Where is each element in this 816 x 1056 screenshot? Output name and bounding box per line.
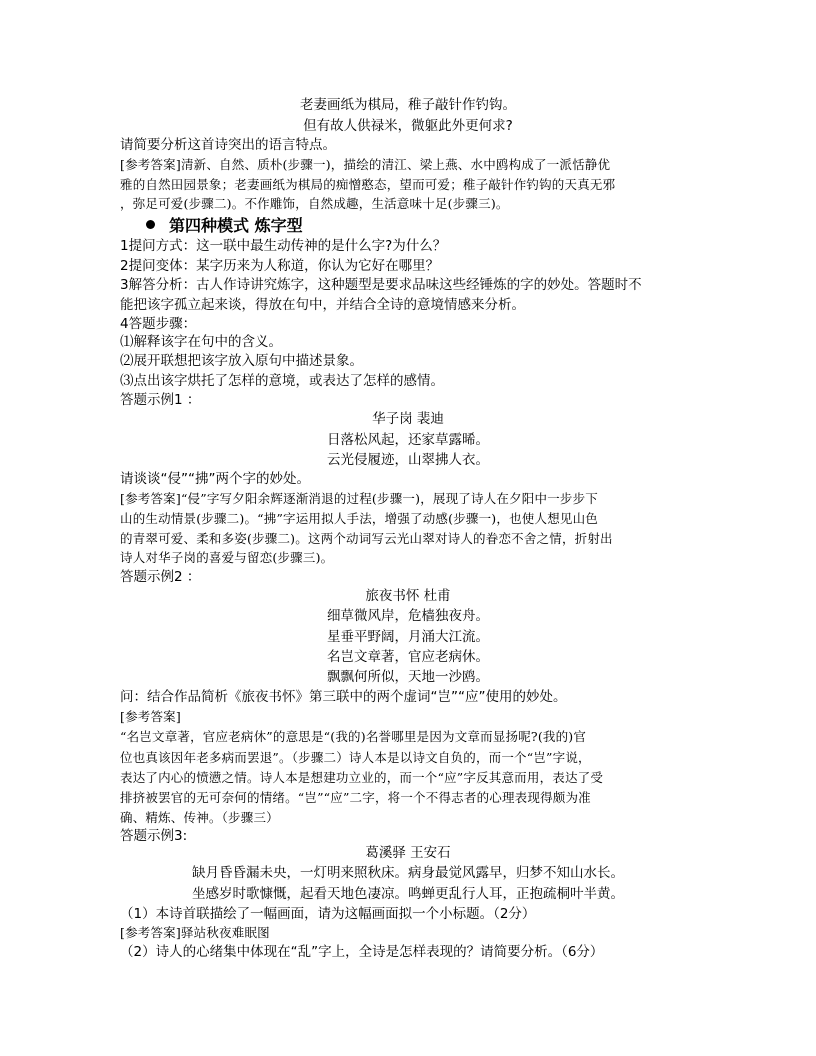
poem-line: 坐感岁时歌慷慨，起看天地色凄凉。鸣蝉更乱行人耳，正抱疏桐叶半黄。 [192, 886, 624, 902]
section-heading: 第四种模式 炼字型 [146, 216, 303, 236]
answer-text: 山的生动情景(步骤二)。“拂”字运用拟人手法，增强了动感(步骤一)，也使人想见山色 [120, 511, 598, 526]
poem-line: 云光侵履迹，山翠拂人衣。 [327, 452, 489, 468]
bullet-icon [146, 220, 155, 229]
example-heading: 答题示例3: [120, 828, 188, 844]
poem-line: 但有故人供禄米，微躯此外更何求? [303, 118, 513, 134]
step-item: ⑵展开联想把该字放入原句中描述景象。 [120, 353, 363, 369]
paragraph-text: 能把该字孤立起来谈，得放在句中，并结合全诗的意境情感来分析。 [120, 297, 525, 313]
answer-text: 表达了内心的愤懑之情。诗人本是想建功立业的，而一个“应”字反其意而用，表达了受 [120, 770, 604, 785]
step-item: ⑴解释该字在句中的含义。 [120, 334, 282, 350]
poem-title: 华子岗 裴迪 [372, 411, 444, 427]
question-text: 请谈谈“侵”“拂”两个字的妙处。 [120, 471, 310, 487]
example-heading: 答题示例2 ： [120, 569, 201, 585]
paragraph-text: 2提问变体：某字历来为人称道，你认为它好在哪里？ [120, 258, 440, 274]
answer-text: 位也真该因年老多病而罢退”。（步骤二）诗人本是以诗文自负的，而一个“岂”字说， [120, 750, 591, 765]
answer-text: 确、精炼、传神。（步骤三） [120, 810, 279, 825]
answer-text: 排挤被罢官的无可奈何的情绪。“岂”“应”二字，将一个不得志者的心理表现得颇为准 [120, 790, 591, 805]
poem-title: 葛溪驿 王安石 [365, 845, 451, 861]
poem-line: 飘飘何所似，天地一沙鸥。 [327, 669, 489, 685]
question-text: 请简要分析这首诗突出的语言特点。 [120, 137, 336, 153]
step-item: ⑶点出该字烘托了怎样的意境，或表达了怎样的感情。 [120, 373, 444, 389]
question-text: （2）诗人的心绪集中体现在“乱”字上，全诗是怎样表现的？请简要分析。（6分） [120, 944, 604, 960]
paragraph-text: 3解答分析：古人作诗讲究炼字，这种题型是要求品味这些经锤炼的字的妙处。答题时不 [120, 277, 642, 293]
question-text: 问：结合作品简析《旅夜书怀》第三联中的两个虚词“岂”“应”使用的妙处。 [120, 689, 567, 705]
paragraph-text: 4答题步骤： [120, 316, 197, 332]
poem-title: 旅夜书怀 杜甫 [365, 588, 451, 604]
answer-text: 的青翠可爱、柔和多姿(步骤二)。这两个动词写云光山翠对诗人的眷恋不舍之情，折射出 [120, 531, 613, 546]
answer-text: “名岂文章著，官应老病休”的意思是“(我的)名誉哪里是因为文章而显扬呢?(我的)官 [120, 729, 587, 744]
paragraph-text: 1提问方式：这一联中最生动传神的是什么字?为什么？ [120, 238, 447, 254]
poem-line: 缺月昏昏漏未央，一灯明来照秋床。病身最觉风露早，归梦不知山水长。 [192, 865, 624, 881]
poem-line: 老妻画纸为棋局，稚子敲针作钓钩。 [300, 97, 516, 113]
answer-text: [参考答案]驿站秋夜难眠图 [120, 925, 270, 940]
answer-text: 诗人对华子岗的喜爱与留恋(步骤三)。 [120, 550, 334, 565]
example-heading: 答题示例1 ： [120, 392, 201, 408]
answer-text: [参考答案]清新、自然、质朴(步骤一)，描绘的清江、梁上燕、水中鸥构成了一派恬静优 [120, 157, 611, 172]
answer-text: 雅的自然田园景象；老妻画纸为棋局的痴憎憨态，望而可爱；稚子敲针作钓钩的天真无邪 [120, 177, 616, 192]
poem-line: 日落松风起，还家草露晞。 [327, 432, 489, 448]
answer-label: [参考答案] [120, 709, 181, 724]
poem-line: 星垂平野阔，月涌大江流。 [327, 629, 489, 645]
answer-text: ，弥足可爱(步骤二)。不作雕饰，自然成趣，生活意味十足(步骤三)。 [120, 196, 509, 211]
question-text: （1）本诗首联描绘了一幅画面，请为这幅画面拟一个小标题。（2分） [120, 906, 536, 922]
poem-line: 细草微风岸，危樯独夜舟。 [327, 608, 489, 624]
answer-text: [参考答案]“侵”字写夕阳余辉逐渐消退的过程(步骤一)，展现了诗人在夕阳中一步步下 [120, 491, 598, 506]
poem-line: 名岂文章著，官应老病休。 [327, 649, 489, 665]
